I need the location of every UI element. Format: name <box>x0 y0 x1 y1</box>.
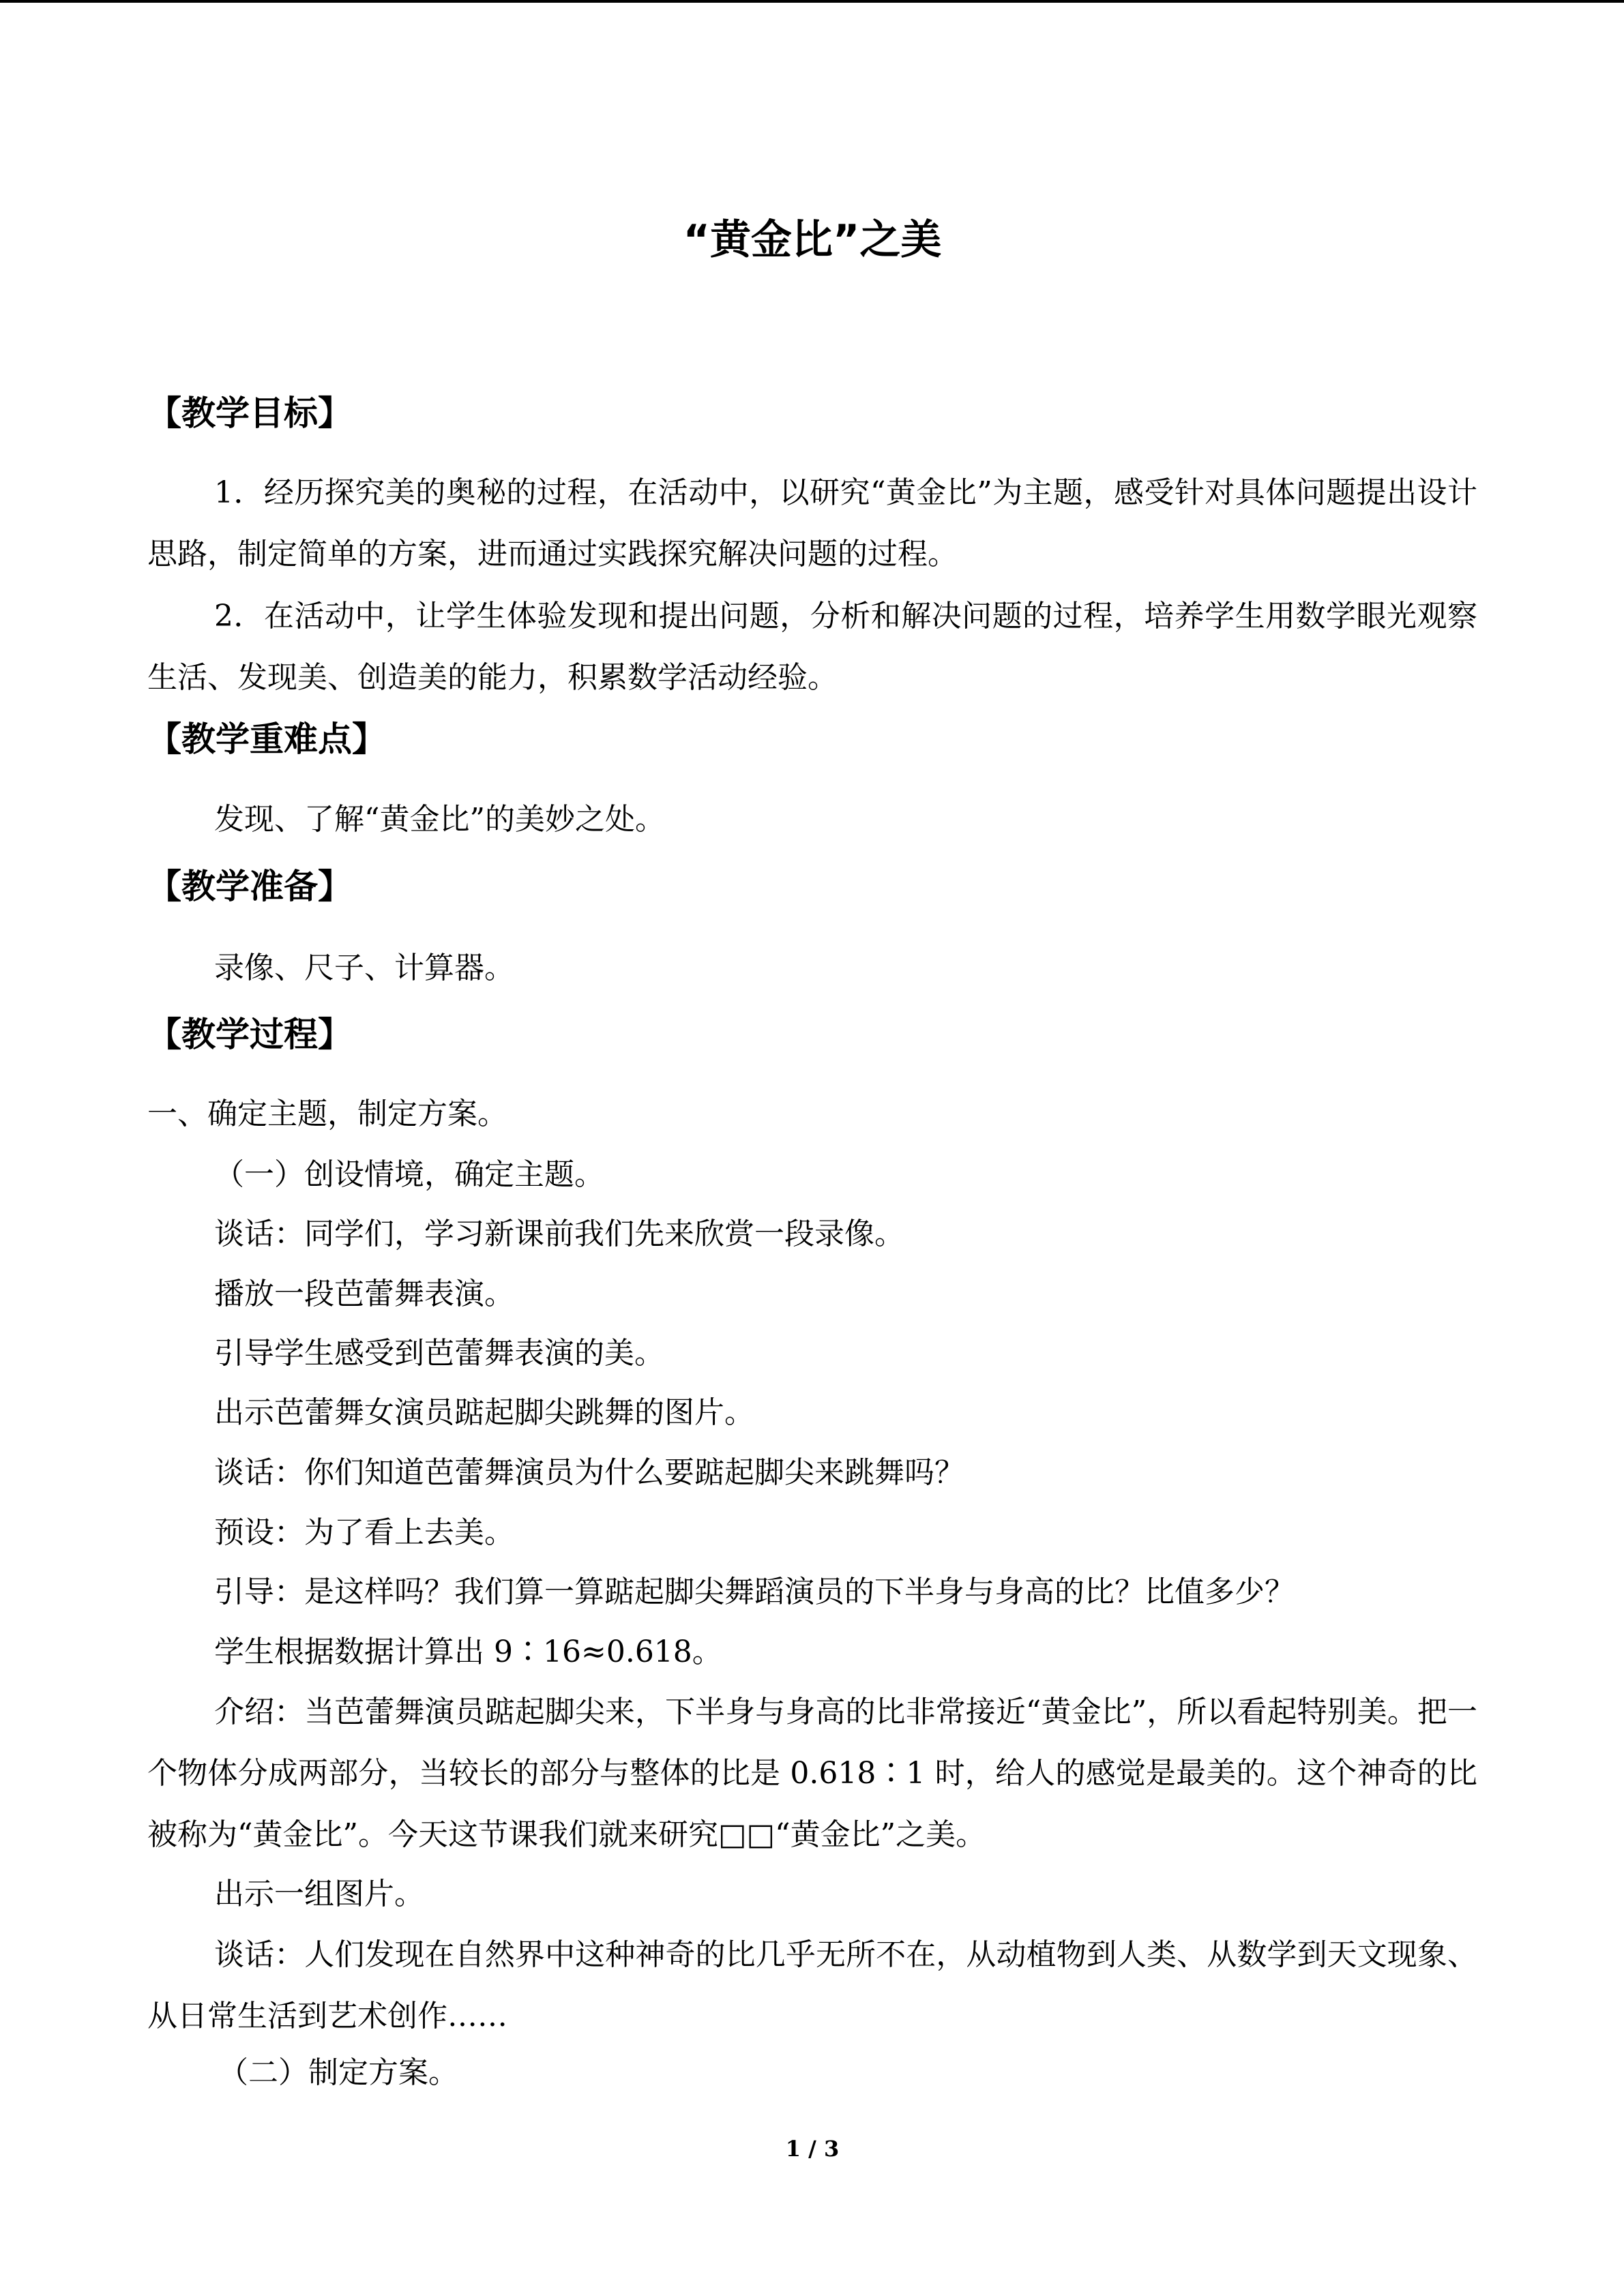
objective-item-1: 1．经历探究美的奥秘的过程，在活动中，以研究“黄金比”为主题，感受针对具体问题提出设计思路，制定简单的方案，进而通过实践探究解决问题的过程。 <box>147 475 1477 571</box>
process-line-5: 谈话：你们知道芭蕾舞演员为什么要踮起脚尖来跳舞吗？ <box>214 1455 964 1490</box>
preparation-heading: 【教学准备】 <box>147 867 352 906</box>
process-line-3: 引导学生感受到芭蕾舞表演的美。 <box>214 1336 664 1371</box>
top-border-line <box>0 0 1624 3</box>
objectives-heading: 【教学目标】 <box>147 393 352 433</box>
part1-title: 一、确定主题，制定方案。 <box>147 1097 507 1131</box>
key-points-text: 发现、了解“黄金比”的美妙之处。 <box>214 802 665 837</box>
sub1-title: （一）创设情境，确定主题。 <box>214 1157 604 1192</box>
process-line-8: 学生根据数据计算出 9∶16≈0.618。 <box>214 1635 722 1669</box>
process-heading: 【教学过程】 <box>147 1015 352 1054</box>
talk-paragraph: 谈话：人们发现在自然界中这种神奇的比几乎无所不在，从动植物到人类、从数学到天文现象、从日常生活到艺术创作…… <box>147 1937 1477 2033</box>
intro-paragraph: 介绍：当芭蕾舞演员踮起脚尖来，下半身与身高的比非常接近“黄金比”，所以看起特别美。把一个物体分成两部分，当较长的部分与整体的比是 0.618∶1 时，给人的感觉是最美的。这个神奇的比被称为“黄金比”。今天这节课我们就来研究□□“黄金比”之美。 <box>147 1695 1477 1852</box>
process-line-4: 出示芭蕾舞女演员踮起脚尖跳舞的图片。 <box>214 1395 754 1430</box>
preparation-text: 录像、尺子、计算器。 <box>214 951 514 985</box>
objective-item-2: 2．在活动中，让学生体验发现和提出问题，分析和解决问题的过程，培养学生用数学眼光观察生活、发现美、创造美的能力，积累数学活动经验。 <box>147 599 1477 695</box>
process-line-2: 播放一段芭蕾舞表演。 <box>214 1277 514 1311</box>
sub2-title: （二）制定方案。 <box>218 2055 458 2090</box>
page-number: 1 / 3 <box>785 2136 840 2162</box>
key-points-heading: 【教学重难点】 <box>147 719 386 759</box>
show-images-line: 出示一组图片。 <box>214 1877 424 1911</box>
document-title: “黄金比”之美 <box>683 216 942 264</box>
process-line-1: 谈话：同学们，学习新课前我们先来欣赏一段录像。 <box>214 1217 904 1251</box>
process-line-6: 预设：为了看上去美。 <box>214 1515 514 1550</box>
process-line-7: 引导：是这样吗？我们算一算踮起脚尖舞蹈演员的下半身与身高的比？比值多少？ <box>214 1575 1295 1609</box>
